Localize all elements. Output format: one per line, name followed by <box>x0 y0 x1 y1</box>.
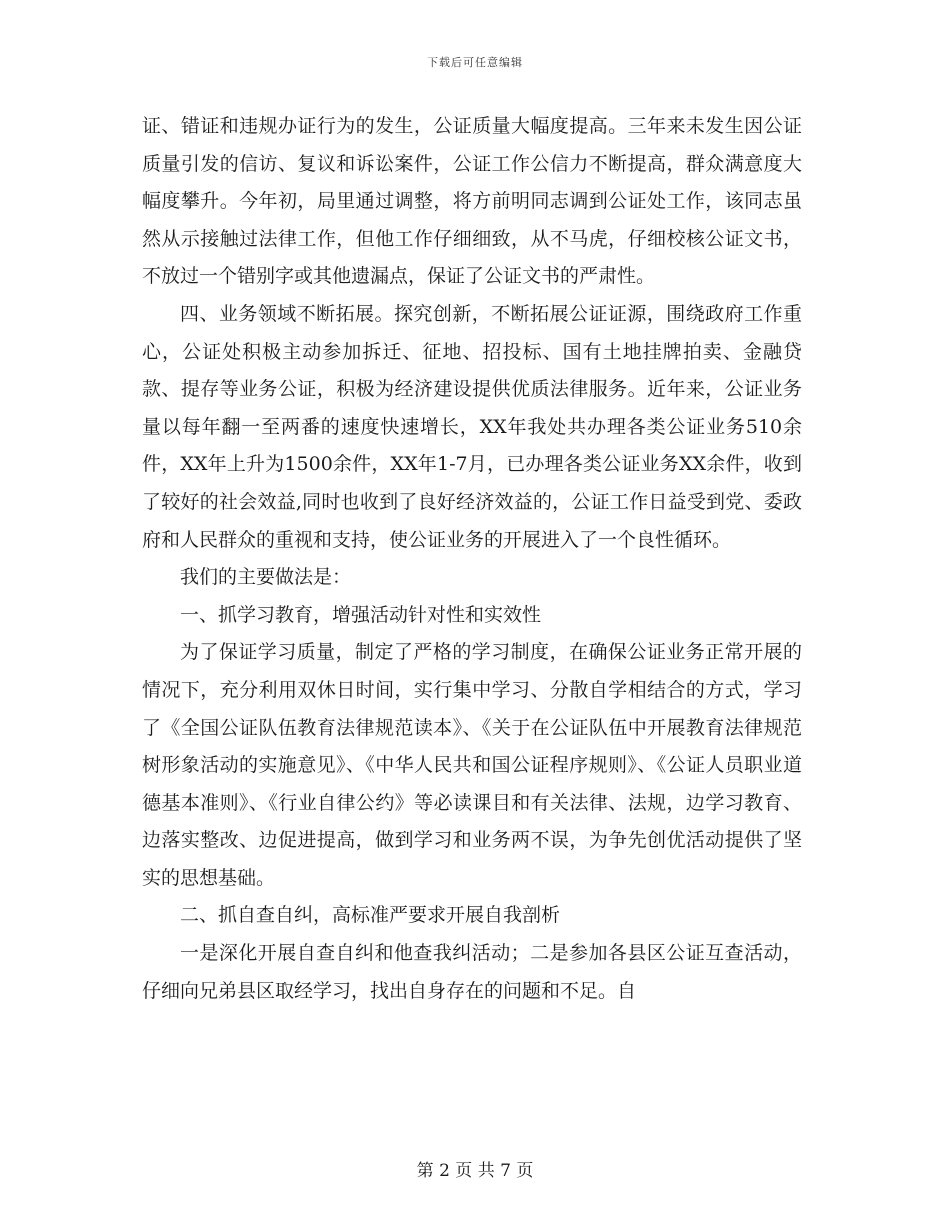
paragraph-self-inspection: 一是深化开展自查自纠和他查我纠活动；二是参加各县区公证互查活动，仔细向兄弟县区取经学习，找出自身存在的问题和不足。自 <box>142 942 802 1002</box>
paragraph-continuation: 证、错证和违规办证行为的发生，公证质量大幅度提高。三年来未发生因公证质量引发的信访、复议和诉讼案件，公证工作公信力不断提高，群众满意度大幅度攀升。今年初，局里通过调整，将方前明同志调到公证处工作，该同志虽然从示接触过法律工作，但他工作仔细细致，从不马虎，仔细校核公证文书，不放过一个错别字或其他遗漏点，保证了公证文书的严肃性。 <box>142 115 802 288</box>
section-heading-study-education: 一、抓学习教育，增强活动针对性和实效性 <box>180 603 542 626</box>
paragraph-main-practices-intro: 我们的主要做法是： <box>180 566 352 589</box>
paragraph-study-quality: 为了保证学习质量，制定了严格的学习制度，在确保公证业务正常开展的情况下，充分利用双休日时间，实行集中学习、分散自学相结合的方式，学习了《全国公证队伍教育法律规范读本》、《关于在公证队伍中开展教育法律规范树形象活动的实施意见》、《中华人民共和国公证程序规则》、《公证人员职业道德基本准则》、《行业自律公约》等必读课目和有关法律、法规，边学习教育、边落实整改、边促进提高，做到学习和业务两不误，为争先创优活动提供了坚实的思想基础。 <box>142 641 802 889</box>
page-header: 下载后可任意编辑 <box>427 56 523 69</box>
document-body <box>142 108 802 1010</box>
section-heading-self-inspection: 二、抓自查自纠，高标准严要求开展自我剖析 <box>180 904 561 927</box>
page-number-footer: 第 2 页 共 7 页 <box>416 1161 534 1181</box>
paragraph-business-expansion: 四、业务领域不断拓展。探究创新，不断拓展公证证源，围绕政府工作重心，公证处积极主动参加拆迁、征地、招投标、国有土地挂牌拍卖、金融贷款、提存等业务公证，积极为经济建设提供优质法律服务。近年来，公证业务量以每年翻一至两番的速度快速增长，XX年我处共办理各类公证业务510余件，XX年上升为1500余件，XX年1-7月，已办理各类公证业务XX余件，收到了较好的社会效益,同时也收到了良好经济效益的，公证工作日益受到党、委政府和人民群众的重视和支持，使公证业务的开展进入了一个良性循环。 <box>142 302 802 551</box>
